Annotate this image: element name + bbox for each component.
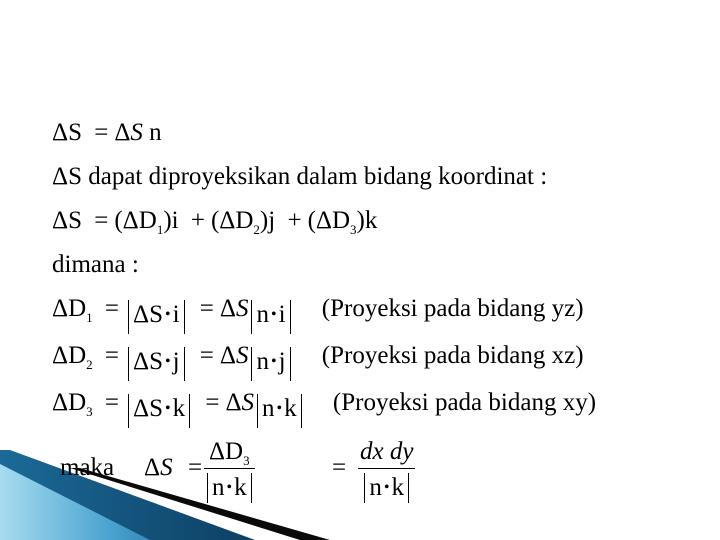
normal-vector-n: n <box>262 395 275 422</box>
term-d1-tail: )i <box>163 207 179 234</box>
term-d2-tail: )j <box>259 207 276 234</box>
dot-product-icon: • <box>270 306 277 323</box>
dot-product-icon: • <box>270 353 277 370</box>
subscript-3: 3 <box>350 222 357 237</box>
italic-s: S <box>235 342 249 369</box>
term-d3-tail: )k <box>356 207 378 234</box>
delta-s: ΔS <box>52 207 82 234</box>
subscript-2: 2 <box>253 222 260 237</box>
unit-vector: j <box>278 348 286 375</box>
normal-vector-n: n <box>256 301 269 328</box>
fraction-numerator: dx dy <box>358 438 415 469</box>
projection-note: (Proyeksi pada bidang xz) <box>321 342 584 369</box>
absolute-value <box>364 473 409 503</box>
italic-s: S <box>130 119 143 146</box>
dot-product-icon: • <box>164 400 171 417</box>
delta-d: ΔD <box>52 389 87 416</box>
equals-sign: = <box>104 342 119 369</box>
normal-vector-n: n <box>256 348 269 375</box>
absolute-value <box>128 394 190 428</box>
normal-vector-n: n <box>369 474 382 501</box>
delta-symbol: Δ <box>225 389 242 416</box>
subscript: 3 <box>86 404 93 419</box>
fraction-denominator <box>204 473 255 503</box>
unit-vector: i <box>172 301 180 328</box>
equals-sign: = <box>94 207 109 234</box>
equals-sign: = <box>104 295 119 322</box>
dot-product-icon: • <box>383 479 390 496</box>
italic-s: S <box>160 454 173 481</box>
fraction-dxdy-over-n-dot-k <box>358 438 415 503</box>
delta-d: ΔD <box>52 342 87 369</box>
unit-vector: i <box>278 301 286 328</box>
equals-sign: = <box>199 295 214 322</box>
equals-sign: = <box>332 454 347 481</box>
unit-vector: j <box>172 348 180 375</box>
plus-sign: + <box>287 207 302 234</box>
absolute-value <box>251 347 290 381</box>
equals-sign: = <box>199 342 214 369</box>
dot-product-icon: • <box>226 479 233 496</box>
projection-note: (Proyeksi pada bidang yz) <box>321 295 584 322</box>
subscript-3: 3 <box>243 453 250 468</box>
maka-label: maka <box>60 454 115 481</box>
subscript: 1 <box>86 310 93 325</box>
where-label: dimana : <box>52 251 139 278</box>
unit-vector: k <box>284 395 297 422</box>
delta-d: ΔD <box>52 295 87 322</box>
delta-symbol: Δ <box>144 454 161 481</box>
delta-d: ΔD <box>208 438 244 465</box>
delta-symbol: Δ <box>219 342 236 369</box>
equation-d3 <box>52 388 596 428</box>
absolute-value <box>251 300 290 334</box>
italic-s: S <box>235 295 249 322</box>
absolute-value <box>128 347 185 381</box>
absolute-value <box>257 394 302 428</box>
subscript-1: 1 <box>156 222 164 237</box>
delta-symbol: Δ <box>219 295 236 322</box>
dot-product-icon: • <box>164 306 171 323</box>
delta-s: ΔS <box>52 119 82 146</box>
delta-s: ΔS <box>133 348 163 375</box>
equation-delta-s <box>52 118 162 148</box>
projection-statement: ΔS dapat diproyeksikan dalam bidang koordinat : <box>52 163 548 190</box>
normal-vector-n: n <box>212 474 225 501</box>
dot-product-icon: • <box>276 400 283 417</box>
unit-vector: k <box>234 474 247 501</box>
italic-s: S <box>241 389 255 416</box>
fraction-denominator <box>358 473 415 503</box>
plus-sign: + <box>190 207 205 234</box>
projection-note: (Proyeksi pada bidang xy) <box>332 389 597 416</box>
delta-s: ΔS <box>133 301 163 328</box>
dot-product-icon: • <box>164 353 171 370</box>
equals-sign: = <box>104 389 119 416</box>
equals-sign: = <box>188 454 203 481</box>
absolute-value <box>207 473 252 503</box>
delta-symbol: Δ <box>114 119 131 146</box>
normal-vector-n: n <box>149 119 162 146</box>
unit-vector: k <box>391 474 405 501</box>
fraction-numerator <box>204 438 255 469</box>
equation-d1 <box>52 294 584 334</box>
unit-vector: k <box>172 395 186 422</box>
absolute-value <box>128 300 185 334</box>
equation-decomposition <box>52 206 377 236</box>
term-d1: (ΔD <box>114 207 157 234</box>
fraction-d3-over-n-dot-k <box>204 438 255 503</box>
subscript: 2 <box>86 357 93 372</box>
term-d3: (ΔD <box>307 207 351 234</box>
equals-sign: = <box>94 119 109 146</box>
equals-sign: = <box>205 389 220 416</box>
term-d2: (ΔD <box>210 207 254 234</box>
delta-s: ΔS <box>133 395 163 422</box>
equation-d2 <box>52 341 584 381</box>
delta-s-term <box>144 454 173 482</box>
